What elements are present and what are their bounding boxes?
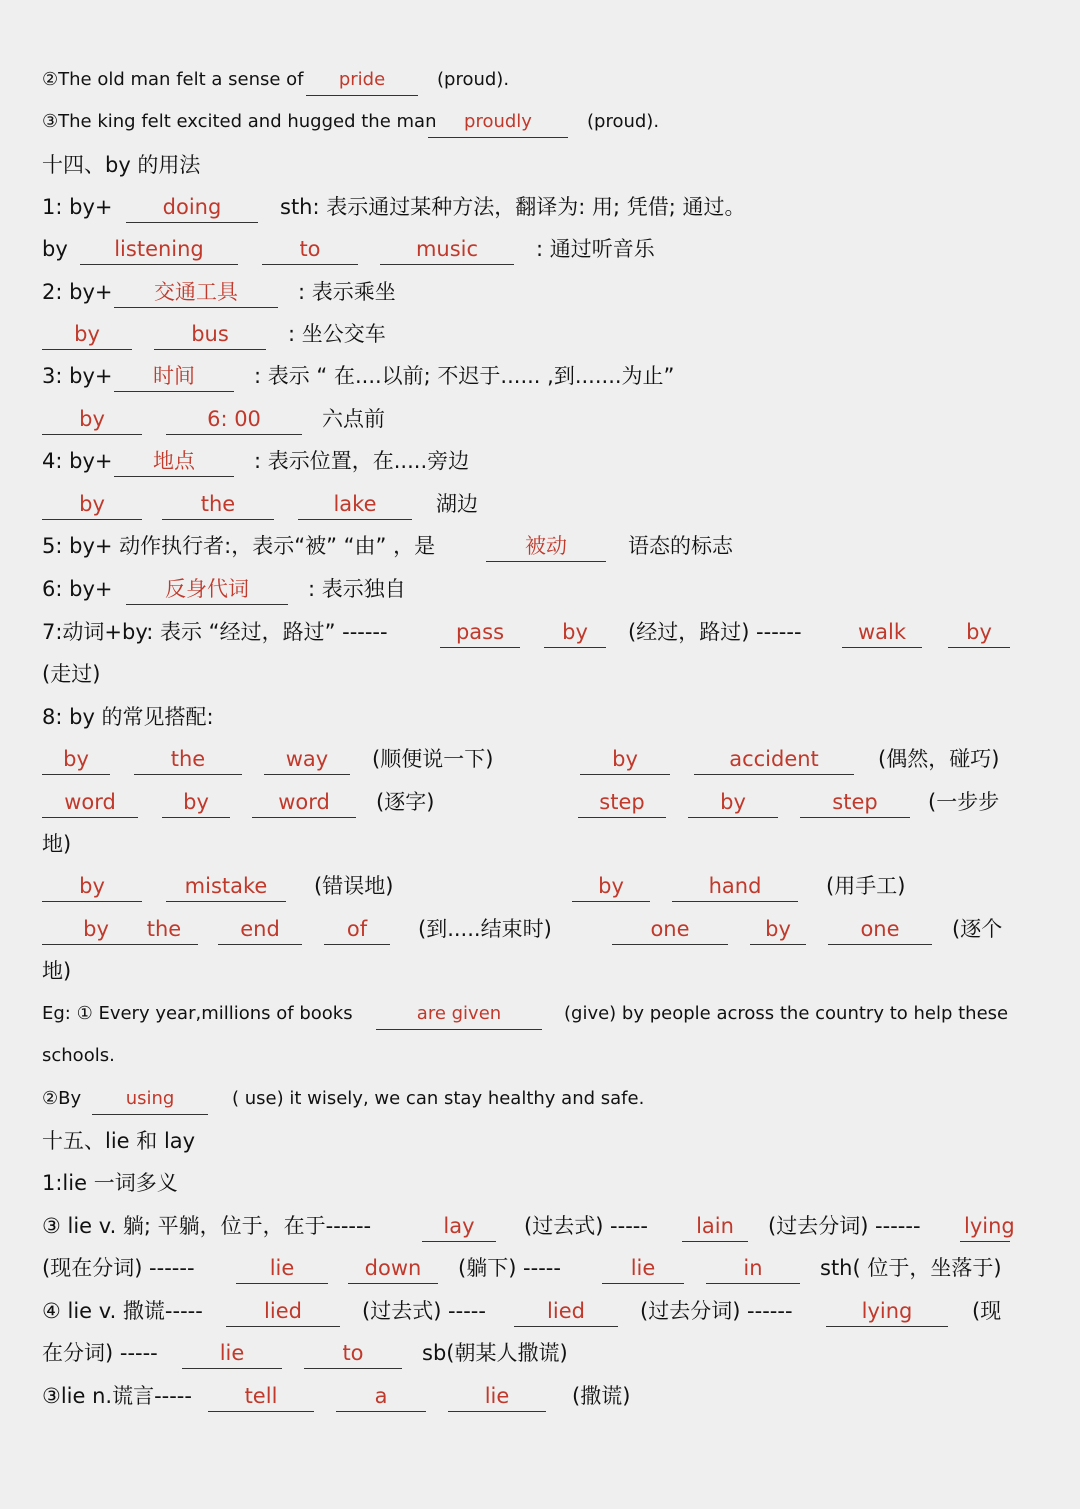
- line-text: (现: [972, 1299, 1002, 1323]
- line-text: (give) by people across the country to help these: [564, 1003, 1009, 1024]
- worksheet-line: [42, 866, 1010, 906]
- line-text: (一步步: [928, 790, 1000, 814]
- line-text: (走过): [42, 662, 101, 686]
- answer-blank: one: [612, 909, 728, 945]
- line-text: 十五、lie 和 lay: [42, 1129, 196, 1153]
- line-text: (撒谎): [572, 1384, 631, 1408]
- line-text: (逐字): [376, 790, 435, 814]
- line-text: (过去分词) ------: [768, 1214, 921, 1238]
- worksheet-line: [42, 824, 1010, 864]
- line-text: 地): [42, 832, 72, 856]
- worksheet-line: [42, 739, 1010, 779]
- line-text: ③ lie v. 躺; 平躺，位于，在于------: [42, 1214, 372, 1238]
- answer-blank: by: [948, 612, 1010, 648]
- answer-blank: to: [262, 229, 358, 265]
- line-text: 湖边: [436, 492, 478, 516]
- line-text: 1:lie 一词多义: [42, 1171, 178, 1195]
- worksheet-line: [42, 441, 1010, 481]
- worksheet-line: [42, 1121, 1010, 1161]
- answer-blank: by: [572, 866, 650, 902]
- worksheet-line: [42, 1376, 1010, 1416]
- line-text: 2: by+: [42, 280, 113, 304]
- answer-blank: by: [162, 782, 230, 818]
- line-text: (经过，路过) ------: [628, 620, 802, 644]
- worksheet-line: [42, 399, 1010, 439]
- answer-blank: lie: [182, 1333, 282, 1369]
- worksheet-line: [42, 1036, 1010, 1076]
- answer-blank: lie: [236, 1248, 328, 1284]
- line-text: 在分词) -----: [42, 1341, 158, 1365]
- line-text: : 表示 “ 在....以前; 不迟于...... ,到.......为止”: [254, 364, 675, 388]
- answer-blank: in: [706, 1248, 800, 1284]
- line-text: (过去式) -----: [524, 1214, 648, 1238]
- answer-blank: word: [42, 782, 138, 818]
- answer-blank: the: [130, 909, 198, 945]
- answer-blank: step: [578, 782, 666, 818]
- line-text: schools.: [42, 1045, 115, 1066]
- worksheet-line: [42, 1248, 1010, 1288]
- worksheet-line: [42, 1206, 1015, 1246]
- answer-blank: by: [688, 782, 778, 818]
- line-text: 7:动词+by: 表示 “经过，路过” ------: [42, 620, 388, 644]
- answer-blank: pass: [440, 612, 520, 648]
- line-text: ④ lie v. 撒谎-----: [42, 1299, 203, 1323]
- line-text: : 坐公交车: [288, 322, 386, 346]
- answer-blank: doing: [126, 187, 258, 223]
- answer-blank: way: [264, 739, 350, 775]
- worksheet-line: [42, 951, 1010, 991]
- line-text: : 通过听音乐: [536, 237, 655, 261]
- answer-blank: walk: [842, 612, 922, 648]
- line-text: (过去分词) ------: [640, 1299, 793, 1323]
- worksheet-line: [42, 60, 1010, 100]
- answer-blank: 反身代词: [126, 569, 288, 605]
- answer-blank: a: [336, 1376, 426, 1412]
- line-text: (顺便说一下): [372, 747, 494, 771]
- line-text: 8: by 的常见搭配:: [42, 705, 214, 729]
- line-text: : 表示乘坐: [298, 280, 396, 304]
- line-text: 3: by+: [42, 364, 113, 388]
- answer-blank: end: [218, 909, 302, 945]
- line-text: Eg: ① Every year,millions of books: [42, 1003, 353, 1024]
- answer-blank: by: [580, 739, 670, 775]
- line-text: (躺下) -----: [458, 1256, 561, 1280]
- line-text: 6: by+: [42, 577, 113, 601]
- line-text: 六点前: [322, 407, 385, 431]
- worksheet-line: [42, 314, 1010, 354]
- worksheet-line: [42, 187, 1010, 227]
- answer-blank: lying: [960, 1206, 1010, 1242]
- worksheet-line: [42, 1291, 1010, 1331]
- answer-blank: by: [42, 866, 142, 902]
- answer-blank: tell: [208, 1376, 314, 1412]
- line-text: (proud).: [437, 69, 510, 90]
- answer-blank: to: [304, 1333, 402, 1369]
- answer-blank: 时间: [114, 356, 234, 392]
- answer-blank: by: [42, 909, 150, 945]
- line-text: ②The old man felt a sense of: [42, 69, 304, 90]
- worksheet-line: [42, 356, 1010, 396]
- answer-blank: lie: [448, 1376, 546, 1412]
- answer-blank: 被动: [486, 526, 606, 562]
- line-text: (用手工): [826, 874, 906, 898]
- line-text: : 表示位置，在.....旁边: [254, 449, 470, 473]
- answer-blank: one: [828, 909, 932, 945]
- answer-blank: lied: [514, 1291, 618, 1327]
- worksheet-line: [42, 145, 1010, 185]
- answer-blank: lied: [226, 1291, 340, 1327]
- answer-blank: 交通工具: [114, 272, 278, 308]
- line-text: (逐个: [952, 917, 1003, 941]
- line-text: (到.....结束时): [418, 917, 552, 941]
- line-text: ③lie n.谎言-----: [42, 1384, 192, 1408]
- worksheet-line: [42, 1333, 1010, 1373]
- answer-blank: are given: [376, 994, 542, 1030]
- line-text: sth: 表示通过某种方法，翻译为: 用; 凭借; 通过。: [280, 195, 746, 219]
- answer-blank: bus: [154, 314, 266, 350]
- line-text: by: [42, 237, 68, 261]
- line-text: 5: by+ 动作执行者:，表示“被” “由” ，是: [42, 534, 436, 558]
- answer-blank: pride: [306, 60, 418, 96]
- answer-blank: word: [252, 782, 356, 818]
- answer-blank: lying: [826, 1291, 948, 1327]
- answer-blank: the: [162, 484, 274, 520]
- line-text: (proud).: [587, 111, 660, 132]
- answer-blank: lay: [422, 1206, 496, 1242]
- line-text: (错误地): [314, 874, 394, 898]
- worksheet-line: [42, 654, 1010, 694]
- answer-blank: accident: [694, 739, 854, 775]
- worksheet-line: [42, 994, 1010, 1034]
- line-text: ②By: [42, 1088, 82, 1109]
- answer-blank: proudly: [428, 102, 568, 138]
- line-text: 语态的标志: [628, 534, 733, 558]
- answer-blank: by: [42, 739, 110, 775]
- line-text: sth( 位于，坐落于): [820, 1256, 1002, 1280]
- worksheet-line: [42, 272, 1010, 312]
- line-text: (过去式) -----: [362, 1299, 486, 1323]
- worksheet-line: [42, 909, 1010, 949]
- line-text: 1: by+: [42, 195, 113, 219]
- line-text: (现在分词) ------: [42, 1256, 195, 1280]
- worksheet-line: [42, 1079, 1010, 1119]
- answer-blank: by: [42, 484, 142, 520]
- worksheet-line: [42, 102, 1010, 142]
- answer-blank: lie: [602, 1248, 684, 1284]
- answer-blank: mistake: [166, 866, 286, 902]
- answer-blank: of: [324, 909, 390, 945]
- worksheet-line: [42, 526, 1010, 566]
- answer-blank: using: [92, 1079, 208, 1115]
- answer-blank: by: [544, 612, 606, 648]
- worksheet-line: [42, 484, 1010, 524]
- answer-blank: listening: [80, 229, 238, 265]
- worksheet-line: [42, 1163, 1010, 1203]
- answer-blank: 6: 00: [166, 399, 302, 435]
- answer-blank: by: [750, 909, 806, 945]
- answer-blank: hand: [672, 866, 798, 902]
- line-text: : 表示独自: [308, 577, 406, 601]
- line-text: ③The king felt excited and hugged the man: [42, 111, 437, 132]
- line-text: (偶然，碰巧): [878, 747, 1000, 771]
- line-text: ( use) it wisely, we can stay healthy and safe.: [232, 1088, 645, 1109]
- answer-blank: step: [800, 782, 910, 818]
- answer-blank: music: [380, 229, 514, 265]
- answer-blank: by: [42, 314, 132, 350]
- line-text: 4: by+: [42, 449, 113, 473]
- line-text: 地): [42, 959, 72, 983]
- answer-blank: lain: [682, 1206, 748, 1242]
- answer-blank: the: [134, 739, 242, 775]
- worksheet-line: [42, 612, 1010, 652]
- answer-blank: 地点: [114, 441, 234, 477]
- answer-blank: by: [42, 399, 142, 435]
- worksheet-line: [42, 782, 1010, 822]
- line-text: sb(朝某人撒谎): [422, 1341, 568, 1365]
- line-text: 十四、by 的用法: [42, 153, 201, 177]
- worksheet-line: [42, 697, 1010, 737]
- answer-blank: down: [348, 1248, 438, 1284]
- worksheet-line: [42, 569, 1010, 609]
- answer-blank: lake: [298, 484, 412, 520]
- worksheet-line: [42, 229, 1010, 269]
